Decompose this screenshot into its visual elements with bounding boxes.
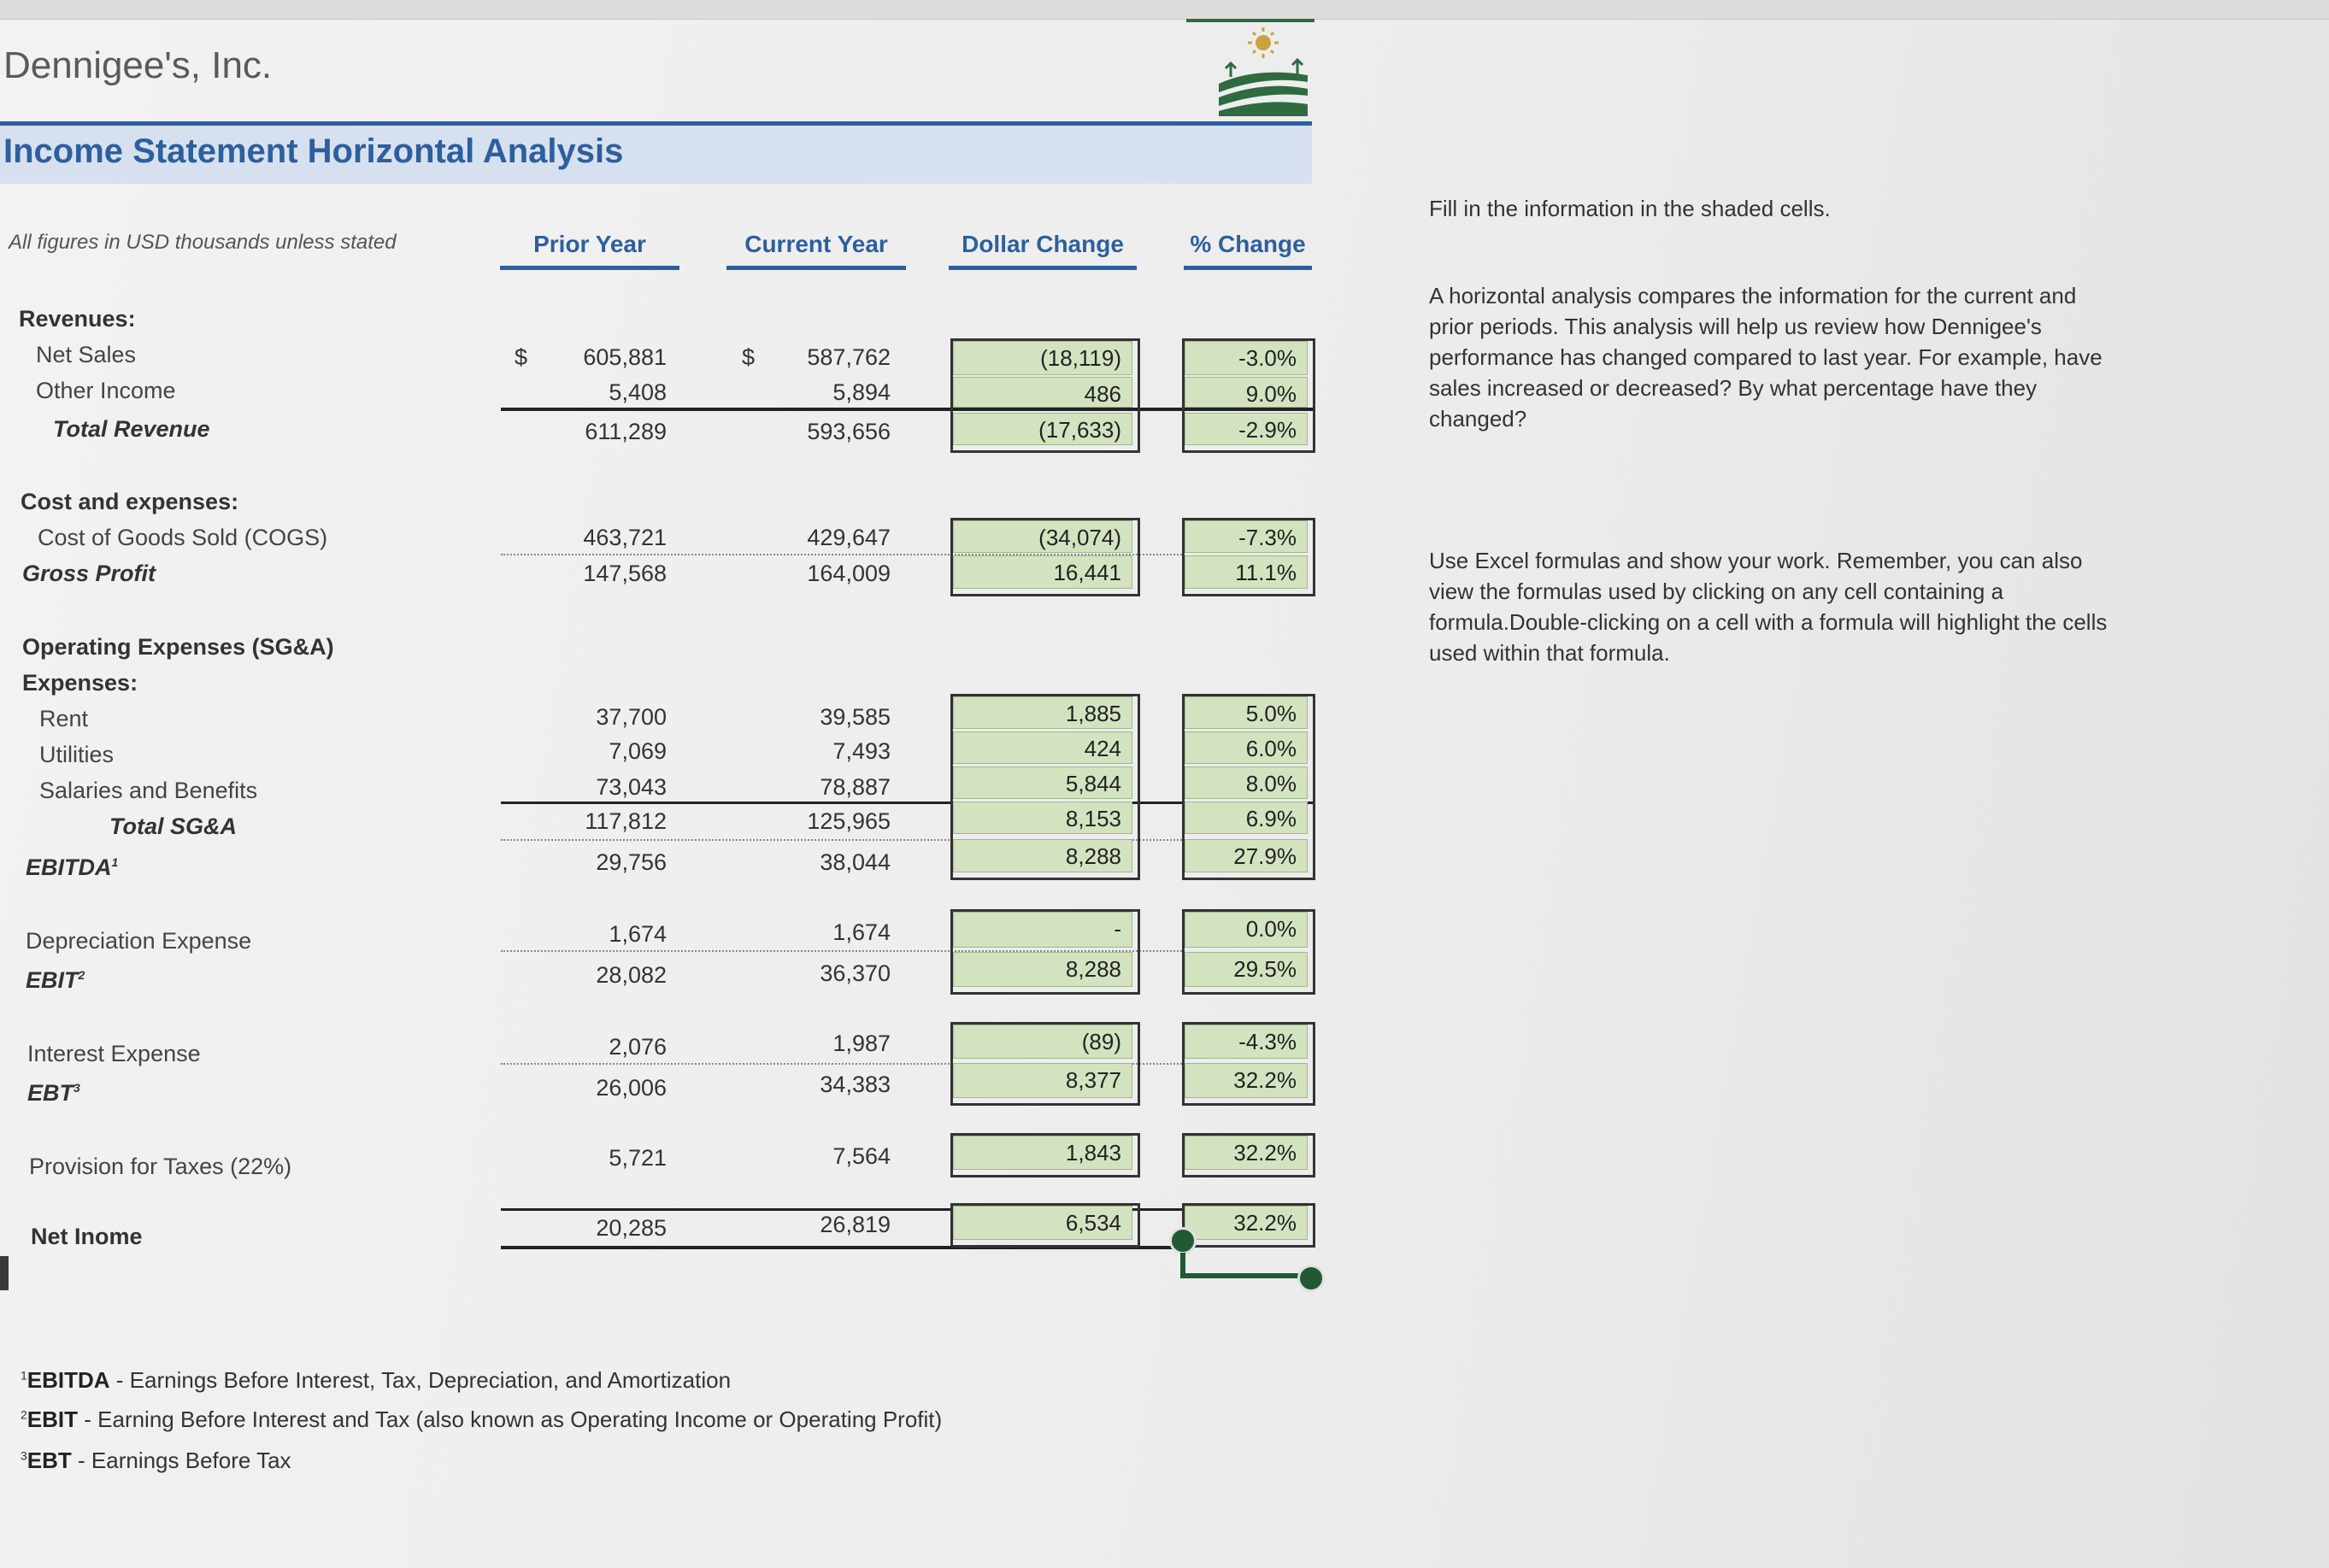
label-salaries[interactable]: Salaries and Benefits <box>39 778 258 803</box>
pct-net-income[interactable]: 32.2% <box>1185 1206 1308 1240</box>
current-ebit[interactable]: 36,370 <box>820 960 891 986</box>
prior-gross-profit[interactable]: 147,568 <box>583 561 667 586</box>
pct-utilities[interactable]: 6.0% <box>1185 731 1308 764</box>
prior-ebt[interactable]: 26,006 <box>596 1075 667 1101</box>
change-ebitda[interactable]: 8,288 <box>953 839 1132 872</box>
change-gross-profit[interactable]: 16,441 <box>953 555 1132 589</box>
footnote-2[interactable]: $^2$EBIT - Earning Before Interest and Tax (also known as Operating Income or Operating Profit) <box>21 1407 943 1432</box>
selection-handle[interactable] <box>1169 1227 1197 1254</box>
label-taxes[interactable]: Provision for Taxes (22%) <box>29 1154 292 1179</box>
instruction-para1[interactable]: A horizontal analysis compares the information for the current and prior periods. This analysis will help us review how Dennigee's performance has changed compared to last year. For example, have sales increased or decreased? By what percentage have they changed? <box>1429 283 2103 432</box>
prior-total-revenue[interactable]: 611,289 <box>585 419 667 444</box>
change-net-sales[interactable]: (18,119) <box>953 341 1132 375</box>
change-salaries[interactable]: 5,844 <box>953 766 1132 799</box>
title-band <box>0 121 1312 184</box>
selection-handle[interactable] <box>1297 1265 1325 1292</box>
current-net-income[interactable]: 26,819 <box>820 1212 891 1237</box>
current-ebitda[interactable]: 38,044 <box>820 849 891 875</box>
pct-cogs[interactable]: -7.3% <box>1185 520 1308 553</box>
current-net-sales[interactable]: 587,762 <box>807 344 891 370</box>
pct-ebitda[interactable]: 27.9% <box>1185 839 1308 872</box>
label-gross-profit[interactable]: Gross Profit <box>22 561 156 586</box>
label-total-sga[interactable]: Total SG&A <box>109 813 238 839</box>
prior-salaries[interactable]: 73,043 <box>596 774 667 800</box>
label-rent[interactable]: Rent <box>39 706 89 731</box>
dollar-current: $ <box>742 344 756 370</box>
col-prior-year[interactable]: Prior Year <box>500 231 679 258</box>
units-note[interactable]: All figures in USD thousands unless stated <box>9 231 397 254</box>
label-net-sales[interactable]: Net Sales <box>36 342 137 367</box>
prior-net-income[interactable]: 20,285 <box>596 1215 667 1241</box>
current-taxes[interactable]: 7,564 <box>832 1143 891 1169</box>
current-total-sga[interactable]: 125,965 <box>807 808 891 834</box>
selected-column-indicator <box>1186 0 1314 22</box>
current-depreciation[interactable]: 1,674 <box>832 919 891 945</box>
label-utilities[interactable]: Utilities <box>39 742 115 767</box>
pct-salaries[interactable]: 8.0% <box>1185 766 1308 799</box>
current-salaries[interactable]: 78,887 <box>820 774 891 800</box>
label-cogs[interactable]: Cost of Goods Sold (COGS) <box>38 525 328 550</box>
label-net-income[interactable]: Net Inome <box>31 1224 143 1249</box>
prior-rent[interactable]: 37,700 <box>596 704 667 730</box>
pct-rent[interactable]: 5.0% <box>1185 696 1308 729</box>
change-utilities[interactable]: 424 <box>953 731 1132 764</box>
footnote-3[interactable]: $^3$EBT - Earnings Before Tax <box>21 1448 291 1473</box>
change-other-income[interactable]: 486 <box>953 377 1132 408</box>
label-ebit[interactable]: EBIT$^2$ <box>26 967 85 993</box>
footnote-1[interactable]: $^1$EBITDA - Earnings Before Interest, Tax, Depreciation, and Amortization <box>21 1367 732 1393</box>
label-other-income[interactable]: Other Income <box>36 378 176 403</box>
prior-cogs[interactable]: 463,721 <box>583 525 667 550</box>
prior-utilities[interactable]: 7,069 <box>609 738 667 764</box>
column-header-strip <box>0 0 2329 20</box>
scroll-edge <box>0 1256 9 1290</box>
pct-depreciation[interactable]: 0.0% <box>1185 912 1308 948</box>
section-expenses[interactable]: Expenses: <box>22 670 138 696</box>
prior-taxes[interactable]: 5,721 <box>609 1145 667 1171</box>
change-interest[interactable]: (89) <box>953 1025 1132 1059</box>
change-taxes[interactable]: 1,843 <box>953 1136 1132 1170</box>
instruction-fill[interactable]: Fill in the information in the shaded cells. <box>1429 196 1831 221</box>
farm-field-logo-icon <box>1214 24 1313 123</box>
current-rent[interactable]: 39,585 <box>820 704 891 730</box>
label-interest[interactable]: Interest Expense <box>27 1041 201 1066</box>
prior-depreciation[interactable]: 1,674 <box>609 921 667 947</box>
prior-ebitda[interactable]: 29,756 <box>596 849 667 875</box>
col-dollar-change[interactable]: Dollar Change <box>949 231 1137 258</box>
change-total-sga[interactable]: 8,153 <box>953 802 1132 834</box>
current-interest[interactable]: 1,987 <box>832 1031 891 1056</box>
change-net-income[interactable]: 6,534 <box>953 1206 1132 1240</box>
section-opex[interactable]: Operating Expenses (SG&A) <box>22 634 334 660</box>
pct-net-sales[interactable]: -3.0% <box>1185 341 1308 375</box>
current-total-revenue[interactable]: 593,656 <box>807 419 891 444</box>
dollar-prior: $ <box>515 344 528 370</box>
company-name[interactable]: Dennigee's, Inc. <box>3 44 273 86</box>
pct-ebt[interactable]: 32.2% <box>1185 1063 1308 1098</box>
pct-taxes[interactable]: 32.2% <box>1185 1136 1308 1170</box>
col-current-year[interactable]: Current Year <box>726 231 906 258</box>
current-cogs[interactable]: 429,647 <box>807 525 891 550</box>
pct-ebit[interactable]: 29.5% <box>1185 952 1308 987</box>
current-gross-profit[interactable]: 164,009 <box>807 561 891 586</box>
current-other-income[interactable]: 5,894 <box>832 379 891 405</box>
prior-interest[interactable]: 2,076 <box>609 1034 667 1060</box>
pct-interest[interactable]: -4.3% <box>1185 1025 1308 1059</box>
change-cogs[interactable]: (34,074) <box>953 520 1132 553</box>
current-ebt[interactable]: 34,383 <box>820 1072 891 1097</box>
pct-total-sga[interactable]: 6.9% <box>1185 802 1308 834</box>
section-cost[interactable]: Cost and expenses: <box>21 489 239 514</box>
change-ebit[interactable]: 8,288 <box>953 952 1132 987</box>
label-ebt[interactable]: EBT$^3$ <box>27 1080 80 1106</box>
instruction-para2[interactable]: Use Excel formulas and show your work. Remember, you can also view the formulas used by clicking on any cell containing a formula.Double-clicking on a cell with a formula will highlight the cells used within that formula. <box>1429 548 2108 666</box>
page-title[interactable]: Income Statement Horizontal Analysis <box>3 132 624 170</box>
change-depreciation[interactable]: - <box>953 912 1132 948</box>
prior-net-sales[interactable]: 605,881 <box>583 344 667 370</box>
pct-total-revenue[interactable]: -2.9% <box>1185 413 1308 445</box>
current-utilities[interactable]: 7,493 <box>832 738 891 764</box>
prior-ebit[interactable]: 28,082 <box>596 962 667 988</box>
change-ebt[interactable]: 8,377 <box>953 1063 1132 1098</box>
prior-total-sga[interactable]: 117,812 <box>585 808 667 834</box>
selection-border <box>1180 1273 1309 1278</box>
col-pct-change[interactable]: % Change <box>1184 231 1312 258</box>
label-depreciation[interactable]: Depreciation Expense <box>26 928 252 954</box>
prior-other-income[interactable]: 5,408 <box>609 379 667 405</box>
section-revenues[interactable]: Revenues: <box>19 306 136 332</box>
change-rent[interactable]: 1,885 <box>953 696 1132 729</box>
pct-other-income[interactable]: 9.0% <box>1185 377 1308 408</box>
change-total-revenue[interactable]: (17,633) <box>953 413 1132 445</box>
label-total-revenue[interactable]: Total Revenue <box>53 416 210 442</box>
label-ebitda[interactable]: EBITDA$^1$ <box>26 854 119 880</box>
pct-gross-profit[interactable]: 11.1% <box>1185 555 1308 589</box>
